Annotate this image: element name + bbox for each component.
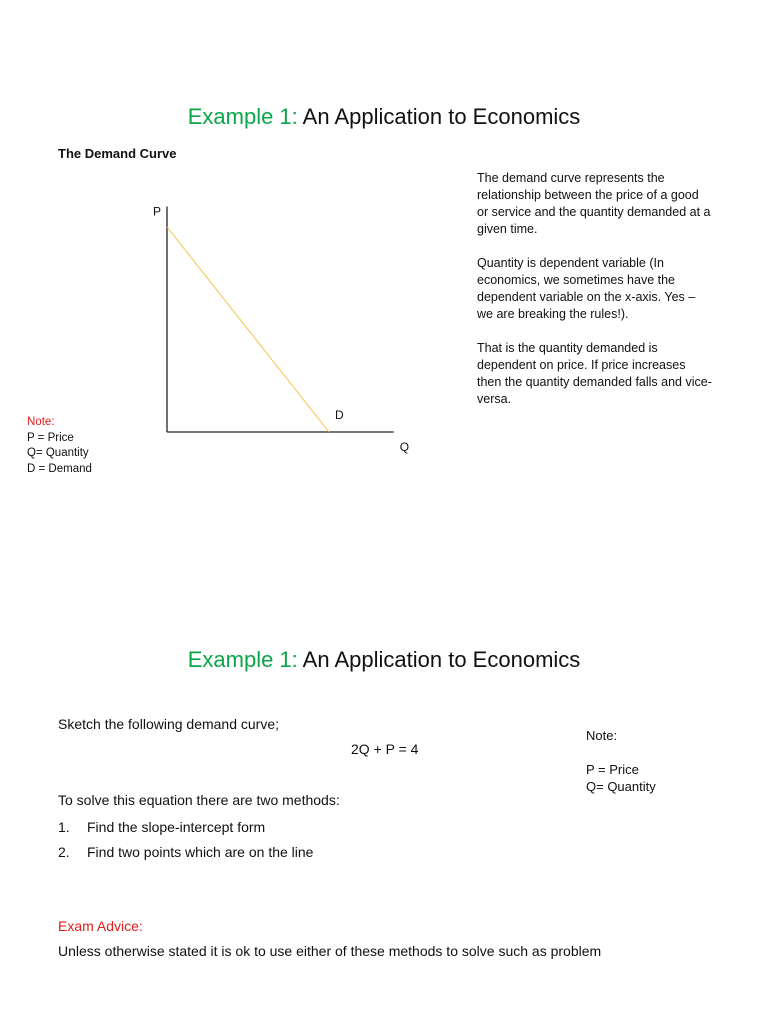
- demand-series-label: D: [335, 408, 344, 422]
- method-text: Find two points which are on the line: [87, 844, 314, 860]
- exam-advice-text: Unless otherwise stated it is ok to use either of these methods to solve such as problem: [58, 943, 602, 959]
- explanation-paragraph: That is the quantity demanded is dependent on price. If price increases then the quantity demanded falls and vice-versa.: [477, 341, 712, 406]
- x-axis-label: Q: [399, 440, 410, 454]
- slide2-title-prefix: Example 1:: [187, 647, 298, 672]
- method-item: [58, 840, 313, 865]
- slide1-explanation: [477, 170, 712, 408]
- slide2-title-rest: An Application to Economics: [297, 647, 581, 672]
- method-text: Find the slope-intercept form: [87, 819, 266, 835]
- slide2-note-line: Q= Quantity: [586, 779, 656, 794]
- slide2-equation: 2Q + P = 4: [351, 741, 419, 757]
- slide1-note-line: D = Demand: [27, 462, 92, 475]
- explanation-paragraph: The demand curve represents the relationship between the price of a good or service and the quantity demanded at a given time.: [477, 171, 711, 236]
- slide2-methods-intro: To solve this equation there are two methods:: [58, 792, 340, 808]
- slide1-title-rest: An Application to Economics: [297, 104, 581, 129]
- slide2-instruction: Sketch the following demand curve;: [58, 716, 280, 732]
- slide1-title-prefix: Example 1:: [187, 104, 298, 129]
- slide2-note-label: Note:: [586, 728, 618, 743]
- slide2-title: [0, 647, 768, 673]
- method-item: [58, 815, 313, 840]
- slide1-note-line: P = Price: [27, 431, 74, 444]
- slide1-note-line: Q= Quantity: [27, 447, 89, 459]
- slide1-note-label: Note:: [27, 416, 55, 428]
- slide2-methods-list: [58, 815, 313, 865]
- slide1-note: [27, 415, 92, 477]
- explanation-paragraph: Quantity is dependent variable (In economics, we sometimes have the dependent variable on the x-axis. Yes – we are breaking the rules!).: [477, 256, 696, 321]
- demand-line: [167, 227, 329, 432]
- slide2-note: [586, 727, 656, 795]
- method-number: 1.: [58, 819, 70, 835]
- y-axis-label: P: [153, 204, 162, 219]
- slide2-note-line: P = Price: [586, 762, 639, 777]
- exam-advice-label: Exam Advice:: [58, 918, 143, 934]
- method-number: 2.: [58, 844, 70, 860]
- slide1-subtitle: The Demand Curve: [58, 146, 177, 161]
